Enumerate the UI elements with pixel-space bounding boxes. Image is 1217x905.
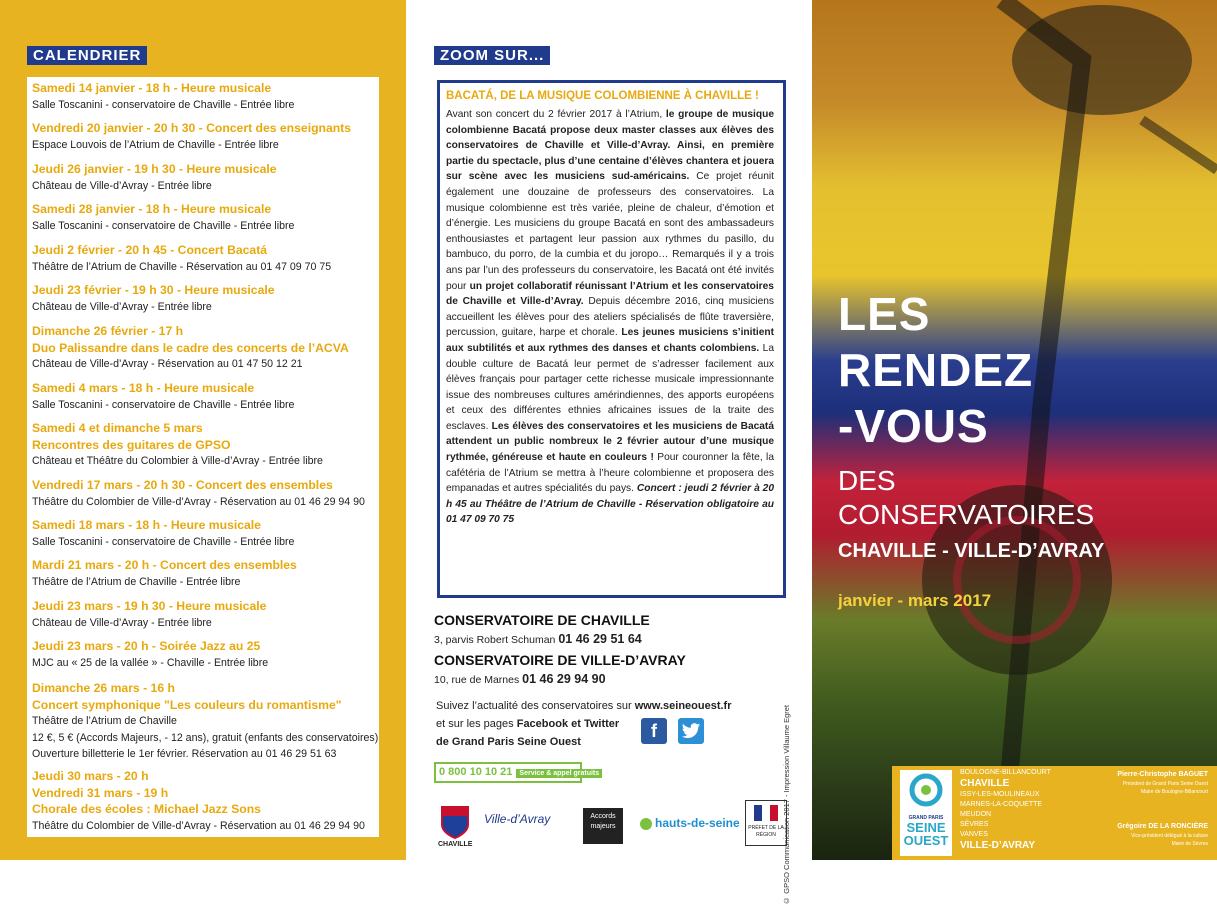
calendar-event: Mardi 21 mars - 20 h - Concert des ensembles Théâtre de l’Atrium de Chaville - Entrée libre <box>32 558 297 588</box>
facebook-icon[interactable]: f <box>641 718 667 744</box>
zoom-title: BACATÁ, DE LA MUSIQUE COLOMBIENNE À CHAVILLE ! <box>446 90 759 102</box>
conservatoire-villedavray-address: 10, rue de Marnes 01 46 29 94 90 <box>434 672 606 686</box>
cover-cities: CHAVILLE - VILLE-D’AVRAY <box>838 540 1105 562</box>
calendar-event: Jeudi 26 janvier - 19 h 30 - Heure musicale Château de Ville-d’Avray - Entrée libre <box>32 162 277 192</box>
chaville-logo: CHAVILLE <box>438 805 472 848</box>
hauts-de-seine-logo: hauts-de-seine <box>640 816 740 830</box>
accords-majeurs-logo: Accords majeurs <box>583 808 623 844</box>
calendar-event: Jeudi 23 février - 19 h 30 - Heure musicale Château de Ville-d’Avray - Entrée libre <box>32 283 275 313</box>
cover-title-line3: -VOUS <box>838 400 989 452</box>
cover-subtitle-line1: DES <box>838 465 896 496</box>
gpso-logo: GRAND PARIS SEINE OUEST <box>900 770 952 856</box>
calendar-event: Samedi 4 mars - 18 h - Heure musicale Salle Toscanini - conservatoire de Chaville - Entrée libre <box>32 381 295 411</box>
conservatoire-villedavray-name: CONSERVATOIRE DE VILLE-D’AVRAY <box>434 652 686 668</box>
gpso-vice-president: Grégoire DE LA RONCIÈRE Vice-président délégué à la culture Maire de Sèvres <box>1117 823 1208 847</box>
zoom-article: Avant son concert du 2 février 2017 à l’Atrium, le groupe de musique colombienne Bacatá propose deux master classes aux élèves des conservatoires de Chaville et Ville-d’Avray. Ainsi, en première partie du spectacle, plus d’une centaine d’élèves chantera et jouera sur scène avec les musiciens sud-américains. Ce projet réunit également une douzaine de professeurs des conservatoires. La musique colombienne est très variée, pleine de chaleur, d’émotion et d’énergie. Les musiciens du groupe Bacatá en sont des ambassadeurs enthousiastes et partagent leur passion aux rythmes du pasillo, du bambuco, du porro, de la cumbia et du joropo… Remarqués il y a trois ans par l’un des professeurs du conservatoire, les Bacatá ont été invités pour un projet collaboratif réunissant l’Atrium et les conservatoires de Chaville et Ville-d’Avray. Depuis décembre 2016, cinq musiciens accueillent les élèves pour des ateliers spécialisés de flûte traversière, percussion, guitare, harpe et chorale. Les jeunes musiciens s’initient aux subtilités et aux rythmes des danses et chants colombiens. La double culture de Bacatá leur permet de s’adresser facilement aux élèves français pour partager cette richesse musicale impressionnante issue des nombreuses cultures amérindiennes, des apports européens et ceux des différentes ethnies africaines issues de la traite des esclaves. Les élèves des conservatoires et les musiciens de Bacatá attendent un public nombreux le 2 février autour d’une musique rythmée, généreuse et haute en couleurs ! Pour couronner la fête, la cafétéria de l’Atrium se mettra à l’heure colombienne et proposera des empanadas et autres spécialités du pays. Concert : jeudi 2 février à 20 h 45 au Théâtre de l’Atrium de Chaville - Réservation obligatoire au 01 47 09 70 75 <box>446 109 774 526</box>
calendar-tag: CALENDRIER <box>27 46 147 65</box>
calendar-event-chorale: Jeudi 30 mars - 20 h Vendredi 31 mars - 19 h Chorale des écoles : Michael Jazz Sons Théâtre du Colombier de Ville-d’Avray - Réservation au 01 46 29 94 90 <box>32 769 365 832</box>
conservatoire-chaville-name: CONSERVATOIRE DE CHAVILLE <box>434 612 650 628</box>
zoom-tag: ZOOM SUR... <box>434 46 550 65</box>
calendar-event-romantisme: Dimanche 26 mars - 16 h Concert symphonique "Les couleurs du romantisme" Théâtre de l’Atrium de Chaville 12 €, 5 € (Accords Majeurs, - 12 ans), gratuit (enfants des conservatoires) Ouverture billetterie le 1er février. Réservation au 01 46 29 51 63 <box>32 681 379 760</box>
calendar-event: Jeudi 23 mars - 20 h - Soirée Jazz au 25 MJC au « 25 de la vallée » - Chaville - Entrée libre <box>32 639 269 669</box>
print-credit: © GPSO Communication 2017 - Impression Villaume Egret <box>782 705 791 905</box>
calendar-event: Samedi 28 janvier - 18 h - Heure musicale Salle Toscanini - conservatoire de Chaville - Entrée libre <box>32 202 295 232</box>
calendar-event: Samedi 18 mars - 18 h - Heure musicale Salle Toscanini - conservatoire de Chaville - Entrée libre <box>32 518 295 548</box>
calendar-event: Samedi 4 et dimanche 5 mars Rencontres des guitares de GPSO Château et Théâtre du Colombier à Ville-d’Avray - Entrée libre <box>32 421 323 467</box>
follow-text: Suivez l’actualité des conservatoires sur www.seineouest.fr et sur les pages Facebook et Twitter de Grand Paris Seine Ouest <box>436 700 732 748</box>
prefet-logo: PRÉFET DE LA RÉGION <box>745 800 787 846</box>
calendar-event: Samedi 14 janvier - 18 h - Heure musicale Salle Toscanini - conservatoire de Chaville - Entrée libre <box>32 81 295 111</box>
gpso-cities: BOULOGNE-BILLANCOURT CHAVILLE ISSY-LES-MOULINEAUX MARNES-LA-COQUETTE MEUDON SÈVRES VANVES VILLE-D’AVRAY <box>960 769 1051 851</box>
website-link[interactable]: www.seineouest.fr <box>634 700 732 712</box>
villedavray-logo: Ville-d’Avray <box>484 812 551 826</box>
conservatoire-chaville-address: 3, parvis Robert Schuman 01 46 29 51 64 <box>434 632 642 646</box>
gpso-president: Pierre-Christophe BAGUET Président de Grand Paris Seine Ouest Maire de Boulogne-Billancourt <box>1117 771 1208 795</box>
calendar-event: Vendredi 17 mars - 20 h 30 - Concert des ensembles Théâtre du Colombier de Ville-d’Avray - Réservation au 01 46 29 94 90 <box>32 478 365 508</box>
calendar-event: Jeudi 2 février - 20 h 45 - Concert Bacatá Théâtre de l’Atrium de Chaville - Réservation au 01 47 09 70 75 <box>32 243 332 273</box>
twitter-icon[interactable] <box>678 718 704 744</box>
cover-subtitle-line2: CONSERVATOIRES <box>838 499 1095 530</box>
calendar-event: Dimanche 26 février - 17 h Duo Palissandre dans le cadre des concerts de l’ACVA Château de Ville-d’Avray - Réservation au 01 47 50 12 21 <box>32 324 349 370</box>
free-phone-number: 0 800 10 10 21 Service & appel gratuits <box>434 762 582 783</box>
calendar-event: Jeudi 23 mars - 19 h 30 - Heure musicale Château de Ville-d’Avray - Entrée libre <box>32 599 267 629</box>
cover-title-line1: LES <box>838 288 931 340</box>
cover-title-line2: RENDEZ <box>838 344 1034 396</box>
cover-date: janvier - mars 2017 <box>838 591 992 610</box>
calendar-event: Vendredi 20 janvier - 20 h 30 - Concert des enseignants Espace Louvois de l’Atrium de Chaville - Entrée libre <box>32 121 352 151</box>
